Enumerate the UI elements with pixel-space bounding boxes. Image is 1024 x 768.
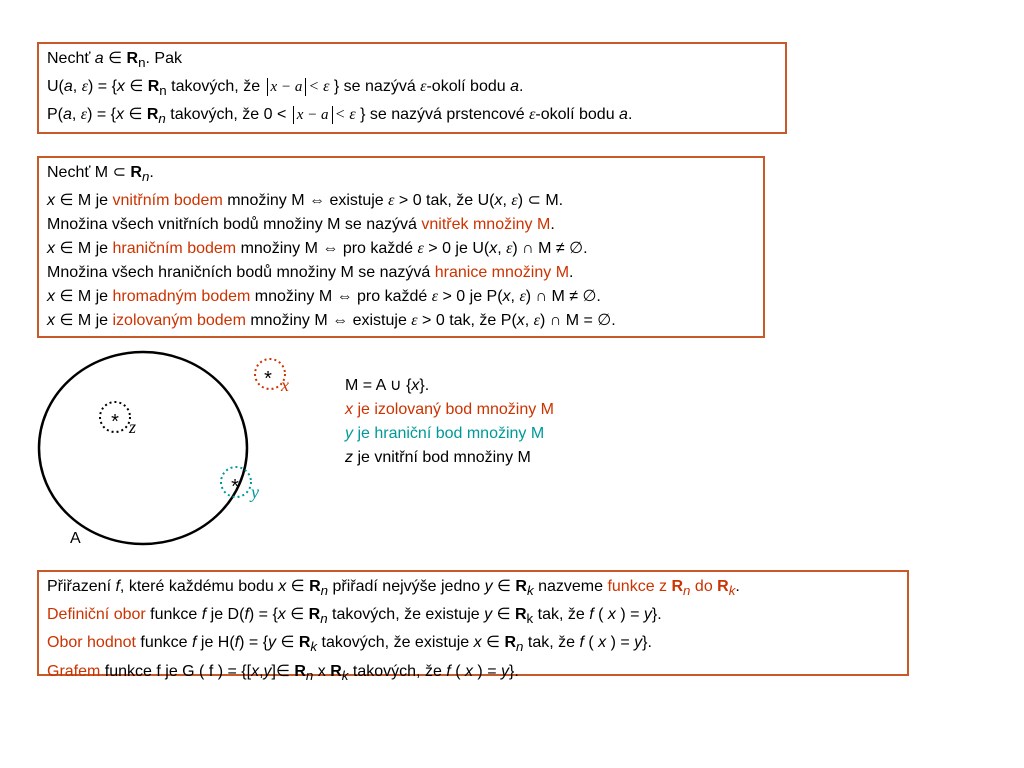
line-accumulation-point: x ∈ M je hromadným bodem množiny M ⇔ pro každé ε > 0 je P(x, ε) ∩ M ≠ ∅. <box>47 288 601 306</box>
line-neighborhood: U(a, ε) = {x ∈ $R_n$ takových, že x − a < ε } se nazývá ε-okolí bodu a. <box>47 78 524 99</box>
boundary-point-note: y je hraniční bod množiny M <box>345 425 545 442</box>
abs-value-formula: x − a <box>267 78 307 96</box>
line-punctured-neighborhood: P(a, ε) = {x ∈ $R_n$ takových, že 0 < x − a < ε } se nazývá prstencové ε-okolí bodu a. <box>47 106 633 127</box>
line-interior: Množina všech vnitřních bodů množiny M se nazývá vnitřek množiny M. <box>47 216 555 234</box>
interior-point-note: z je vnitřní bod množiny M <box>345 449 531 466</box>
line-boundary: Množina všech hraničních bodů množiny M se nazývá hranice množiny M. <box>47 264 574 282</box>
line-domain: Definiční obor funkce f je D(f) = {x ∈ $R_n$ takových, že existuje y ∈ $R_k$ tak, že f ( x ) = y}. <box>47 606 662 627</box>
label-set-a: A <box>70 530 81 547</box>
abs-value-formula: x − a <box>293 106 333 124</box>
set-m-definition: M = A ∪ {x}. <box>345 377 430 394</box>
line-isolated-point: x ∈ M je izolovaným bodem množiny M ⇔ existuje ε > 0 tak, že P(x, ε) ∩ M = ∅. <box>47 312 616 330</box>
label-z: z <box>129 417 137 437</box>
label-x: x <box>281 375 289 395</box>
line-graph: Grafem funkce f je G ( f ) = {[x,y]∈ $R_n$ x $R_k$ takových, že f ( x ) = y}. <box>47 662 519 683</box>
line-interior-point: x ∈ M je vnitřním bodem množiny M ⇔ existuje ε > 0 tak, že U(x, ε) ⊂ M. <box>47 192 564 210</box>
line-set-premise: Nechť M ⊂ $R_n$. <box>47 164 154 185</box>
point-z-star: * <box>111 411 119 433</box>
line-function: Přiřazení f, které každému bodu x ∈ $R_n$ přiřadí nejvýše jedno y ∈ $R_k$ nazveme funkce z $R_n$ do $R_k$. <box>47 578 740 599</box>
line-premise: Nechť a ∈ $R_n$. Pak <box>47 50 182 71</box>
point-x-star: * <box>264 368 272 390</box>
function-definition-box <box>37 570 909 683</box>
isolated-point-note: x je izolovaný bod množiny M <box>345 401 554 418</box>
line-range: Obor hodnot funkce f je H(f) = {y ∈ $R_k$ takových, že existuje x ∈ $R_n$ tak, že f ( x ) = y}. <box>47 634 652 655</box>
label-y: y <box>251 482 259 502</box>
line-boundary-point: x ∈ M je hraničním bodem množiny M ⇔ pro každé ε > 0 je U(x, ε) ∩ M ≠ ∅. <box>47 240 588 258</box>
figure-caption <box>345 374 554 470</box>
set-a-boundary <box>39 352 247 544</box>
point-y-star: * <box>231 476 239 498</box>
